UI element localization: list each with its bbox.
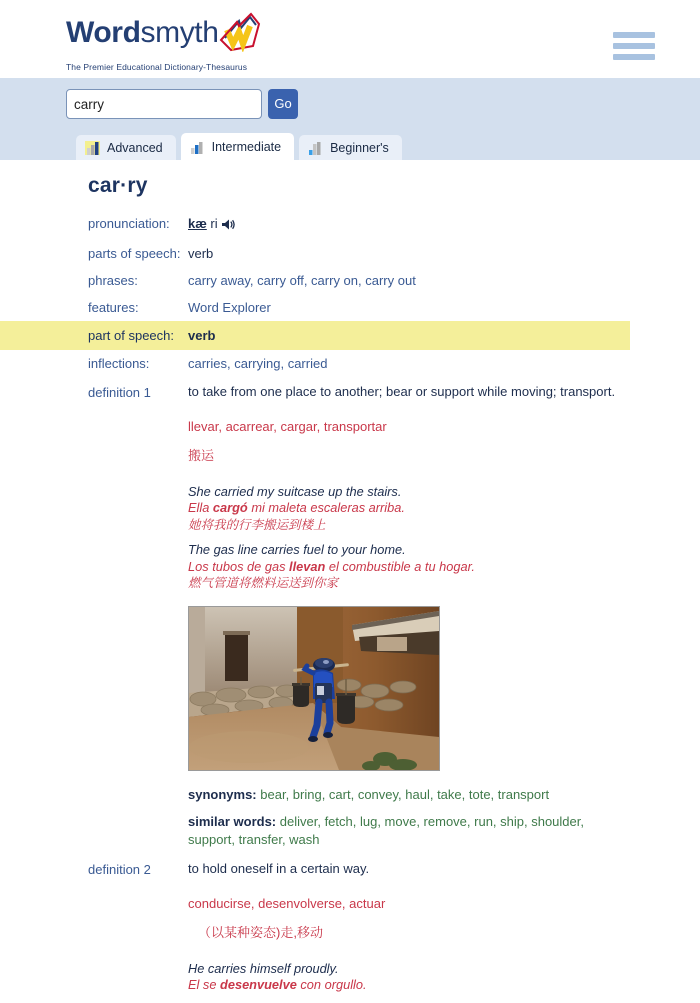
example-chinese: 她将我的行李搬运到楼上 (188, 517, 326, 532)
example-english: She carried my suitcase up the stairs. (188, 483, 402, 499)
pronunciation-rest: ri (210, 216, 218, 231)
label-inflections: inflections: (88, 356, 150, 371)
logo-tagline: The Premier Educational Dictionary-Thesaurus (66, 62, 248, 72)
speaker-audio-icon[interactable] (221, 217, 236, 236)
example-spanish (188, 559, 615, 576)
wordsmyth-book-w-logo-icon (217, 12, 261, 60)
value-parts-of-speech: verb (188, 246, 214, 261)
logo-word-light: smyth (140, 16, 219, 49)
label-definition-1[interactable]: definition 1 (88, 385, 151, 400)
label-phrases: phrases: (88, 273, 138, 288)
pronunciation-stressed-syllable: kæ (188, 216, 207, 231)
entry-row-pronunciation (0, 210, 700, 240)
label-part-of-speech: part of speech: (88, 328, 174, 343)
entry-row-features (0, 294, 700, 321)
example-spanish-pre: Ella (188, 500, 213, 515)
example-spanish-bold: llevan (289, 558, 326, 574)
value-pronunciation (188, 214, 236, 236)
entry-row-part-of-speech-highlight (0, 321, 630, 350)
label-pronunciation: pronunciation: (88, 216, 170, 231)
label-definition-2[interactable]: definition 2 (88, 862, 151, 877)
definition-1-chinese: 搬运 (188, 447, 215, 463)
tab-beginners[interactable] (299, 135, 402, 160)
definition-2-row (0, 848, 700, 1003)
hamburger-bar (613, 43, 655, 49)
synonyms-label: synonyms: (188, 786, 257, 802)
entry-row-inflections (0, 350, 700, 377)
example-chinese: 燃气管道将燃料运送到你家 (188, 576, 339, 590)
similar-words-label: similar words: (188, 814, 277, 829)
entry-row-parts-of-speech (0, 240, 700, 267)
example-english: He carries himself proudly. (188, 960, 339, 976)
example-spanish-bold: cargó (212, 500, 248, 515)
bar-level-advanced-icon (85, 141, 100, 155)
definition-1-synonyms (188, 786, 596, 804)
logo-wordmark (66, 12, 316, 60)
tab-intermediate-label: Intermediate (211, 139, 282, 154)
definition-1-text: to take from one place to another; bear or support while moving; transport. (188, 384, 616, 399)
example-group (188, 484, 615, 534)
tab-intermediate[interactable] (181, 133, 294, 160)
page-title-headword: car·ry (88, 174, 148, 197)
definition-1-examples (188, 484, 615, 592)
hamburger-menu-icon[interactable] (613, 32, 655, 60)
example-spanish-post: el combustible a tu hogar. (325, 558, 475, 574)
bar-level-beginners-icon (308, 141, 323, 155)
site-logo[interactable] (66, 12, 316, 72)
value-features[interactable]: Word Explorer (188, 300, 271, 315)
definition-1-row (0, 377, 700, 848)
example-spanish-post: con orgullo. (296, 977, 367, 992)
value-phrases[interactable]: carry away, carry off, carry on, carry out (188, 273, 416, 288)
definition-2-chinese: （以某种姿态)走,移动 (198, 924, 323, 940)
definition-2-spanish: conducirse, desenvolverse, actuar (188, 895, 386, 911)
example-spanish-pre: El se (188, 977, 221, 992)
hamburger-bar (613, 32, 655, 38)
example-spanish-post: mi maleta escaleras arriba. (247, 500, 405, 515)
tab-advanced[interactable] (76, 135, 176, 160)
definition-1-similar-words (188, 813, 596, 848)
definition-2-text: to hold oneself in a certain way. (188, 861, 370, 876)
site-header (0, 0, 700, 78)
example-group (188, 961, 385, 994)
entry-row-phrases (0, 267, 700, 294)
search-input[interactable] (66, 89, 262, 119)
tab-beginners-label: Beginner's (330, 140, 389, 155)
definition-2-examples (188, 961, 385, 994)
dictionary-entry-panel (0, 160, 700, 1003)
value-inflections: carries, carrying, carried (188, 356, 328, 371)
value-part-of-speech: verb (188, 328, 216, 343)
example-spanish-pre: Los tubos de gas (188, 558, 290, 574)
dictionary-level-tabs (76, 133, 402, 160)
example-spanish (188, 977, 385, 994)
search-band (0, 78, 700, 160)
definition-1-illustration (188, 606, 440, 771)
example-spanish (188, 500, 615, 517)
search-go-button[interactable]: Go (268, 89, 298, 119)
label-parts-of-speech: parts of speech: (88, 246, 181, 261)
definition-1-spanish: llevar, acarrear, cargar, transportar (188, 418, 387, 434)
example-english: The gas line carries fuel to your home. (188, 542, 406, 557)
logo-word-bold: Word (66, 16, 141, 49)
tab-advanced-label: Advanced (107, 140, 163, 155)
similar-words-list[interactable]: deliver, fetch, lug, move, remove, run, ship, shoulder, support, transfer, wash (188, 814, 584, 847)
bar-level-intermediate-icon (190, 140, 205, 154)
label-features: features: (88, 300, 139, 315)
hamburger-bar (613, 54, 655, 60)
synonyms-list[interactable]: bear, bring, cart, convey, haul, take, tote, transport (260, 786, 550, 802)
example-group (188, 542, 615, 592)
example-spanish-bold: desenvuelve (220, 977, 297, 992)
